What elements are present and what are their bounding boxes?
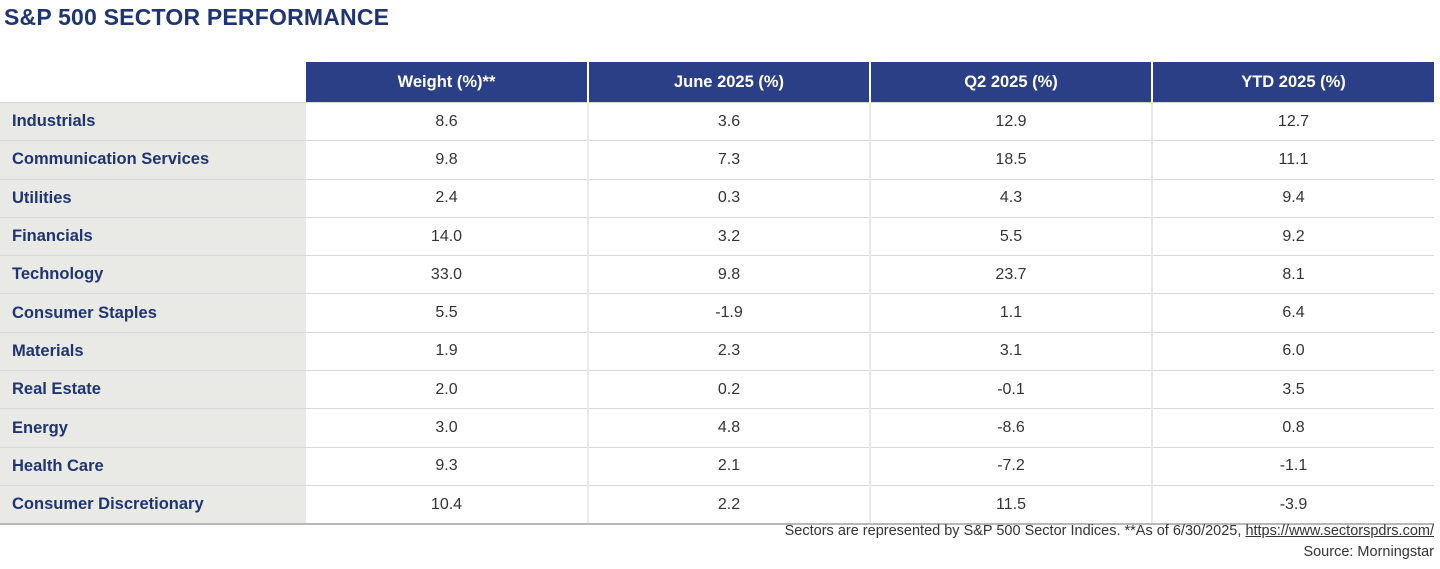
sector-performance-table (0, 62, 1434, 525)
cell-ytd: 12.7 (1152, 103, 1434, 141)
footnote-text: Sectors are represented by S&P 500 Sector Indices. **As of 6/30/2025, (784, 523, 1246, 539)
cell-ytd: 11.1 (1152, 141, 1434, 179)
table-header-row (0, 62, 1434, 103)
table-row (0, 485, 1434, 524)
cell-june: 2.1 (588, 447, 870, 485)
table-row (0, 179, 1434, 217)
cell-weight: 5.5 (306, 294, 588, 332)
row-sector-label: Communication Services (0, 141, 306, 179)
cell-q2: 18.5 (870, 141, 1152, 179)
cell-q2: 11.5 (870, 485, 1152, 524)
row-sector-label: Technology (0, 256, 306, 294)
row-sector-label: Health Care (0, 447, 306, 485)
row-sector-label: Materials (0, 332, 306, 370)
cell-weight: 2.0 (306, 371, 588, 409)
cell-ytd: 9.4 (1152, 179, 1434, 217)
cell-june: 2.2 (588, 485, 870, 524)
cell-ytd: 9.2 (1152, 217, 1434, 255)
table-body (0, 103, 1434, 525)
cell-ytd: -3.9 (1152, 485, 1434, 524)
cell-june: 7.3 (588, 141, 870, 179)
cell-q2: 23.7 (870, 256, 1152, 294)
cell-weight: 3.0 (306, 409, 588, 447)
column-header-june: June 2025 (%) (588, 62, 870, 103)
cell-ytd: 3.5 (1152, 371, 1434, 409)
cell-weight: 2.4 (306, 179, 588, 217)
cell-weight: 33.0 (306, 256, 588, 294)
cell-june: -1.9 (588, 294, 870, 332)
table-row (0, 294, 1434, 332)
sectorspdrs-link[interactable]: https://www.sectorspdrs.com/ (1245, 523, 1434, 539)
row-sector-label: Utilities (0, 179, 306, 217)
column-header-weight: Weight (%)** (306, 62, 588, 103)
column-header-sector (0, 62, 306, 103)
column-header-ytd: YTD 2025 (%) (1152, 62, 1434, 103)
cell-q2: -7.2 (870, 447, 1152, 485)
cell-ytd: -1.1 (1152, 447, 1434, 485)
footnote-source: Source: Morningstar (1303, 544, 1434, 561)
table-row (0, 217, 1434, 255)
cell-weight: 9.3 (306, 447, 588, 485)
cell-june: 4.8 (588, 409, 870, 447)
cell-weight: 8.6 (306, 103, 588, 141)
cell-q2: 5.5 (870, 217, 1152, 255)
cell-q2: 3.1 (870, 332, 1152, 370)
table-row (0, 103, 1434, 141)
cell-q2: 12.9 (870, 103, 1152, 141)
footnotes (0, 521, 1434, 563)
cell-weight: 1.9 (306, 332, 588, 370)
column-header-q2: Q2 2025 (%) (870, 62, 1152, 103)
cell-q2: 1.1 (870, 294, 1152, 332)
table-row (0, 141, 1434, 179)
cell-weight: 9.8 (306, 141, 588, 179)
cell-q2: -0.1 (870, 371, 1152, 409)
cell-june: 2.3 (588, 332, 870, 370)
cell-june: 0.3 (588, 179, 870, 217)
cell-weight: 10.4 (306, 485, 588, 524)
table-row (0, 256, 1434, 294)
cell-q2: 4.3 (870, 179, 1152, 217)
table-row (0, 409, 1434, 447)
cell-ytd: 0.8 (1152, 409, 1434, 447)
table-row (0, 447, 1434, 485)
cell-q2: -8.6 (870, 409, 1152, 447)
cell-ytd: 8.1 (1152, 256, 1434, 294)
row-sector-label: Consumer Staples (0, 294, 306, 332)
cell-ytd: 6.0 (1152, 332, 1434, 370)
cell-ytd: 6.4 (1152, 294, 1434, 332)
table-row (0, 371, 1434, 409)
table-row (0, 332, 1434, 370)
row-sector-label: Real Estate (0, 371, 306, 409)
cell-june: 9.8 (588, 256, 870, 294)
row-sector-label: Consumer Discretionary (0, 485, 306, 524)
row-sector-label: Financials (0, 217, 306, 255)
cell-june: 3.6 (588, 103, 870, 141)
cell-june: 3.2 (588, 217, 870, 255)
cell-june: 0.2 (588, 371, 870, 409)
row-sector-label: Industrials (0, 103, 306, 141)
cell-weight: 14.0 (306, 217, 588, 255)
row-sector-label: Energy (0, 409, 306, 447)
page-title: S&P 500 SECTOR PERFORMANCE (4, 4, 390, 30)
table-header (0, 62, 1434, 103)
